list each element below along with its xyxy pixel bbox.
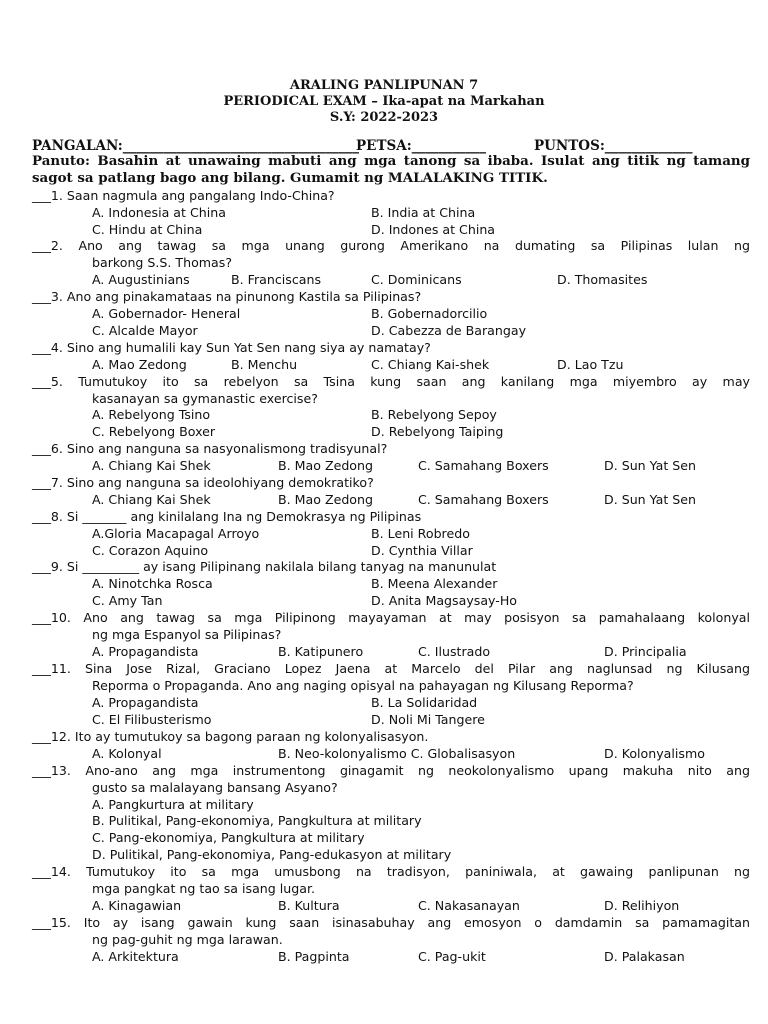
q12-option-d: D. Kolonyalismo [604, 746, 705, 761]
question-1: ___1. Saan nagmula ang pangalang Indo-China? [32, 188, 335, 203]
q14-option-b: B. Kultura [278, 898, 340, 913]
q4-option-c: C. Chiang Kai-shek [371, 357, 490, 372]
q3-option-c: C. Alcalde Mayor [92, 323, 198, 338]
q10-option-d: D. Principalia [604, 644, 687, 659]
q5-option-a: A. Rebelyong Tsino [92, 407, 211, 422]
q7-option-d: D. Sun Yat Sen [604, 492, 697, 507]
q4-option-b: B. Menchu [231, 357, 298, 372]
school-year: S.Y: 2022-2023 [329, 110, 439, 125]
question-5: ___5. Tumutukoy ito sa rebelyon sa Tsina kung saan ang kanilang mga miyembro ay may [32, 374, 750, 389]
question-10: ___10. Ano ang tawag sa mga Pilipinong mayayaman at may posisyon sa pamahalaang kolonyal [32, 610, 750, 625]
q1-option-c: C. Hindu at China [92, 222, 203, 237]
q1-option-d: D. Indones at China [371, 222, 496, 237]
question-14-cont: mga pangkat ng tao sa isang lugar. [92, 881, 315, 896]
q7-option-b: B. Mao Zedong [278, 492, 373, 507]
question-9: ___9. Si _________ ay isang Pilipinang nakilala bilang tanyag na manunulat [32, 559, 497, 574]
question-10-cont: ng mga Espanyol sa Pilipinas? [92, 627, 282, 642]
q5-option-c: C. Rebelyong Boxer [92, 424, 216, 439]
q11-option-a: A. Propagandista [92, 695, 199, 710]
q9-option-d: D. Anita Magsaysay-Ho [371, 593, 517, 608]
question-14: ___14. Tumutukoy ito sa mga umusbong na tradisyon, paniniwala, at gawaing panlipunan ng [32, 864, 750, 879]
q8-option-a: A.Gloria Macapagal Arroyo [92, 526, 260, 541]
puntos-field: PUNTOS:_____________ [534, 138, 693, 154]
q1-option-a: A. Indonesia at China [92, 205, 226, 220]
q2-option-a: A. Augustinians [92, 272, 190, 287]
question-11-cont: Reporma o Propaganda. Ano ang naging opisyal na pahayagan ng Kilusang Reporma? [92, 678, 634, 693]
q11-option-b: B. La Solidaridad [371, 695, 478, 710]
q4-option-a: A. Mao Zedong [92, 357, 187, 372]
question-6: ___6. Sino ang nanguna sa nasyonalismong tradisyunal? [32, 441, 388, 456]
q13-option-a: A. Pangkurtura at military [92, 797, 254, 812]
question-2-cont: barkong S.S. Thomas? [92, 255, 233, 270]
question-12: ___12. Ito ay tumutukoy sa bagong paraan ng kolonyalisasyon. [32, 729, 429, 744]
q13-option-d: D. Pulitikal, Pang-ekonomiya, Pang-edukasyon at military [92, 847, 452, 862]
q10-option-a: A. Propagandista [92, 644, 199, 659]
q5-option-d: D. Rebelyong Taiping [371, 424, 504, 439]
q5-option-b: B. Rebelyong Sepoy [371, 407, 497, 422]
q8-option-b: B. Leni Robredo [371, 526, 470, 541]
question-13-cont: gusto sa malalayang bansang Asyano? [92, 780, 338, 795]
q2-option-d: D. Thomasites [557, 272, 648, 287]
q9-option-b: B. Meena Alexander [371, 576, 498, 591]
question-2: ___2. Ano ang tawag sa mga unang gurong Amerikano na dumating sa Pilipinas lulan ng [32, 238, 750, 253]
exam-type-title: PERIODICAL EXAM – Ika-apat na Markahan [223, 94, 545, 109]
question-8: ___8. Si _______ ang kinilalang Ina ng Demokrasya ng Pilipinas [32, 509, 422, 524]
question-15: ___15. Ito ay isang gawain kung saan isinasabuhay ang emosyon o damdamin sa pamamagitan [32, 915, 750, 930]
question-4: ___4. Sino ang humalili kay Sun Yat Sen nang siya ay namatay? [32, 340, 431, 355]
petsa-field: PETSA:___________ [356, 138, 486, 154]
q13-option-b: B. Pulitikal, Pang-ekonomiya, Pangkultura at military [92, 813, 422, 828]
question-11: ___11. Sina Jose Rizal, Graciano Lopez Jaena at Marcelo del Pilar ang naglunsad ng Kilusang [32, 661, 750, 676]
q9-option-a: A. Ninotchka Rosca [92, 576, 213, 591]
q2-option-b: B. Franciscans [231, 272, 322, 287]
q10-option-c: C. Ilustrado [418, 644, 491, 659]
q7-option-c: C. Samahang Boxers [418, 492, 549, 507]
q1-option-b: B. India at China [371, 205, 476, 220]
q3-option-d: D. Cabezza de Barangay [371, 323, 527, 338]
q10-option-b: B. Katipunero [278, 644, 364, 659]
question-13: ___13. Ano-ano ang mga instrumentong ginagamit ng neokolonyalismo upang makuha nito ang [32, 763, 750, 778]
exam-subject-title: ARALING PANLIPUNAN 7 [289, 78, 479, 93]
q7-option-a: A. Chiang Kai Shek [92, 492, 211, 507]
q6-option-a: A. Chiang Kai Shek [92, 458, 211, 473]
question-5-cont: kasanayan sa gymanastic exercise? [92, 391, 318, 406]
q6-option-c: C. Samahang Boxers [418, 458, 549, 473]
q13-option-c: C. Pang-ekonomiya, Pangkultura at military [92, 830, 365, 845]
q8-option-c: C. Corazon Aquino [92, 543, 209, 558]
question-3: ___3. Ano ang pinakamataas na pinunong Kastila sa Pilipinas? [32, 289, 422, 304]
q15-option-c: C. Pag-ukit [418, 949, 486, 964]
q12-option-a: A. Kolonyal [92, 746, 162, 761]
q14-option-c: C. Nakasanayan [418, 898, 520, 913]
q15-option-d: D. Palakasan [604, 949, 685, 964]
q15-option-a: A. Arkitektura [92, 949, 179, 964]
question-15-cont: ng pag-guhit ng mga larawan. [92, 932, 283, 947]
q9-option-c: C. Amy Tan [92, 593, 163, 608]
q3-option-a: A. Gobernador- Heneral [92, 306, 241, 321]
q11-option-c: C. El Filibusterismo [92, 712, 212, 727]
q12-option-b-c: B. Neo-kolonyalismo C. Globalisasyon [278, 746, 516, 761]
q14-option-d: D. Relihiyon [604, 898, 680, 913]
pangalan-field: PANGALAN:___________________________________ [32, 138, 360, 154]
q4-option-d: D. Lao Tzu [557, 357, 624, 372]
q3-option-b: B. Gobernadorcilio [371, 306, 488, 321]
q6-option-d: D. Sun Yat Sen [604, 458, 697, 473]
question-7: ___7. Sino ang nanguna sa ideolohiyang demokratiko? [32, 475, 374, 490]
instructions: Panuto: Basahin at unawaing mabuti ang mga tanong sa ibaba. Isulat ang titik ng tamang sagot sa patlang bago ang bilang. Gumamit ng MALALAKING TITIK. [32, 153, 750, 186]
q2-option-c: C. Dominicans [371, 272, 462, 287]
q14-option-a: A. Kinagawian [92, 898, 182, 913]
q6-option-b: B. Mao Zedong [278, 458, 373, 473]
q11-option-d: D. Noli Mi Tangere [371, 712, 485, 727]
q8-option-d: D. Cynthia Villar [371, 543, 473, 558]
q15-option-b: B. Pagpinta [278, 949, 350, 964]
